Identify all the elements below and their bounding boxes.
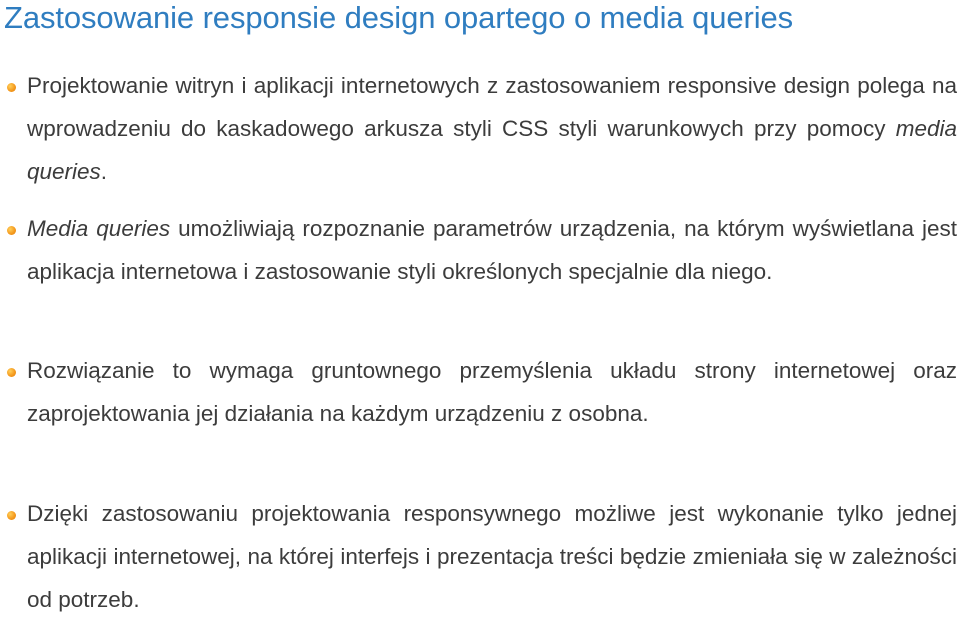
- bullet-dot-icon: [7, 83, 16, 92]
- bullet-text-regular: umożliwiają rozpoznanie parametrów urządzenia, na którym wyświetlana jest aplikacja internetowa i zastosowanie styli określonych specjalnie dla niego.: [27, 216, 957, 284]
- bullet-text-regular: Rozwiązanie to wymaga gruntownego przemyślenia układu strony internetowej oraz zaprojektowania jej działania na każdym urządzeniu z osobna.: [27, 358, 957, 426]
- bullet-text-regular: Dzięki zastosowaniu projektowania responsywnego możliwe jest wykonanie tylko jednej aplikacji internetowej, na której interfejs i prezentacja treści będzie zmieniała się w zależności od potrzeb.: [27, 501, 957, 612]
- bullet-text: [27, 207, 957, 293]
- bullet-dot-icon: [7, 368, 16, 377]
- bullet-text: [27, 349, 957, 435]
- bullet-dot-icon: [7, 226, 16, 235]
- bullet-dot-icon: [7, 511, 16, 520]
- bullet-text-italic: media queries: [27, 116, 957, 184]
- bullet-text-regular: .: [100, 159, 108, 184]
- bullet-text-regular: Projektowanie witryn i aplikacji internetowych z zastosowaniem responsive design polega na wprowadzeniu do kaskadowego arkusza styli CSS styli warunkowych przy pomocy: [27, 73, 957, 141]
- bullet-text: [27, 492, 957, 621]
- slide-title: Zastosowanie responsie design opartego o media queries: [4, 0, 794, 35]
- bullet-text-italic: Media queries: [27, 216, 171, 241]
- bullet-text: [27, 64, 957, 193]
